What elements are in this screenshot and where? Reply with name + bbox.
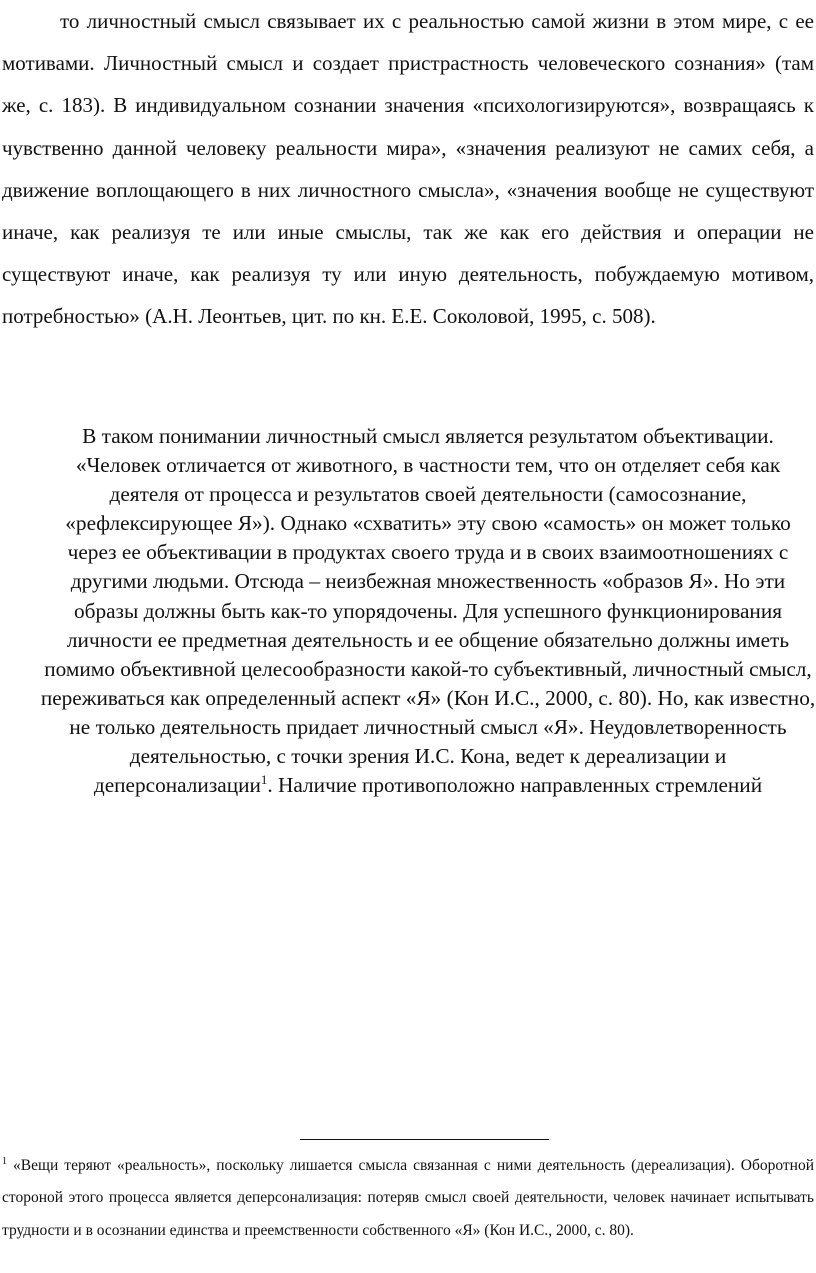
footnote: [2, 1150, 814, 1247]
footnote-marker: 1: [2, 1155, 7, 1167]
body-paragraph-1: то личностный смысл связывает их с реальностью самой жизни в этом мире, с ее мотивами. Личностный смысл и создает пристрастность человеческого сознания» (там же, с. 183). В индивидуальном сознании значения «психологизируются», возвращаясь к чувственно данной человеку реальности мира», «значения реализуют не самих себя, а движение воплощающего в них личностного смысла», «значения вообще не существуют иначе, как реализуя те или иные смыслы, так же как его действия и операции не существуют иначе, как реализуя ту или иную деятельность, побуждаемую мотивом, потребностью» (А.Н. Леонтьев, цит. по кн. Е.Е. Соколовой, 1995, с. 508).: [2, 9, 814, 329]
body-paragraph-2: [40, 422, 816, 800]
footnote-separator: [300, 1139, 549, 1140]
paragraph-2-text-start: В таком понимании личностный смысл является результатом объективации. «Человек отличается от животного, в частности тем, что он отделяет себя как деятеля от процесса и результатов своей деятельности (самосознание, «рефлексирующее Я»). Однако «схватить» эту свою «самость» он может только через ее объективации в продуктах своего труда и в своих взаимоотношениях с другими людьми. Отсюда – неизбежная множественность «образов Я». Но эти образы должны быть как-то упорядочены. Для успешного функционирования личности ее предметная деятельность и ее общение обязательно должны иметь помимо объективной целесообразности какой-то субъективный, личностный смысл, переживаться как определенный аспект «Я» (Кон И.С., 2000, с. 80). Но, как известно, не только деятельность придает личностный смысл «Я». Неудовлетворенность деятельностью, с точки зрения И.С. Кона, ведет к дереализации и деперсонализации: [40, 424, 816, 798]
footnote-reference[interactable]: 1: [260, 772, 268, 788]
paragraph-2-text-end: . Наличие противоположно направленных стремлений: [267, 773, 763, 798]
footnote-text: «Вещи теряют «реальность», поскольку лишается смысла связанная с ними деятельность (дереализация). Оборотной стороной этого процесса является деперсонализация: потеряв смысл своей деятельности, человек начинает испытывать трудности и в осознании единства и преемственности собственного «Я» (Кон И.С., 2000, с. 80).: [2, 1157, 814, 1239]
